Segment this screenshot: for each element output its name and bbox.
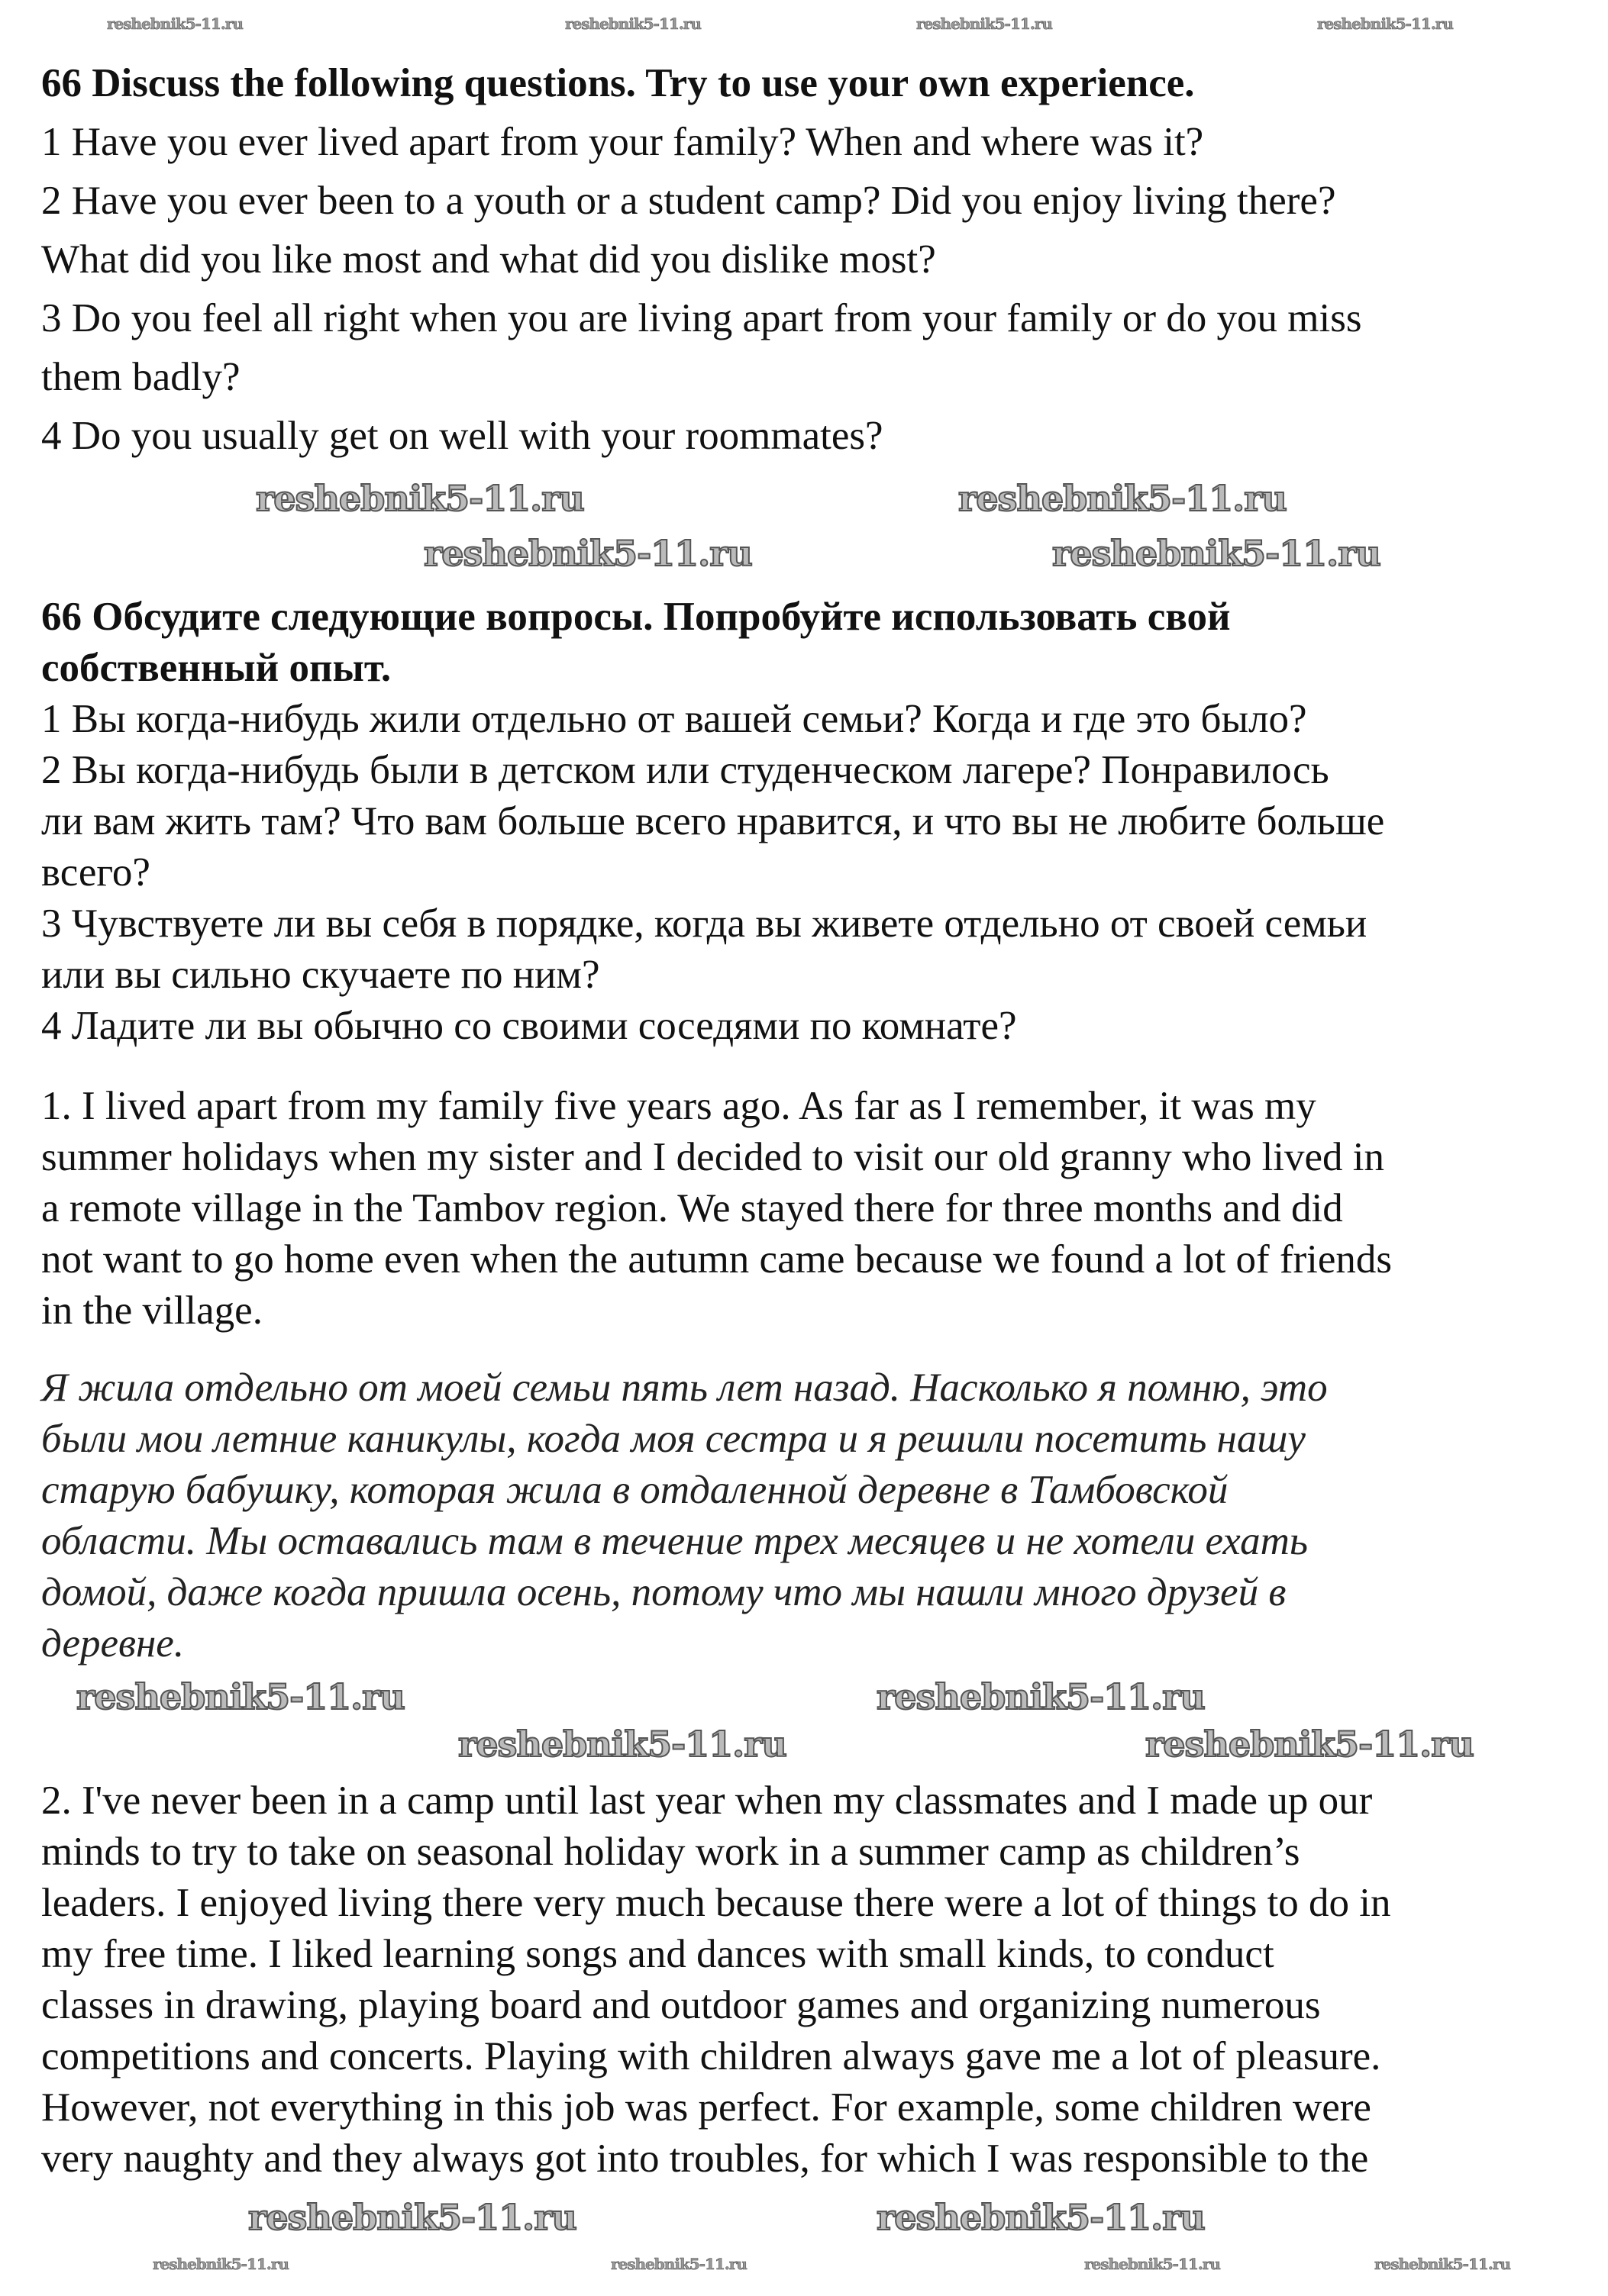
- watermark: reshebnik5-11.ru: [1145, 1724, 1474, 1765]
- watermark: reshebnik5-11.ru: [1052, 533, 1380, 574]
- question-line: 2 Have you ever been to a youth or a student camp? Did you enjoy living there?: [41, 179, 1336, 223]
- answer-line-ru: области. Мы оставались там в течение трех месяцев и не хотели ехать: [41, 1519, 1308, 1563]
- watermark: reshebnik5-11.ru: [76, 1676, 405, 1717]
- answer-line: very naughty and they always got into troubles, for which I was responsible to the: [41, 2136, 1369, 2181]
- watermark: reshebnik5-11.ru: [916, 15, 1052, 33]
- exercise-heading: 66 Discuss the following questions. Try to use your own experience.: [41, 61, 1195, 105]
- question-line: What did you like most and what did you dislike most?: [41, 237, 936, 282]
- watermark: reshebnik5-11.ru: [958, 478, 1287, 519]
- question-line-ru: 4 Ладите ли вы обычно со своими соседями по комнате?: [41, 1004, 1017, 1048]
- answer-2-english: [41, 1775, 1391, 2185]
- answer-line: classes in drawing, playing board and outdoor games and organizing numerous: [41, 1983, 1321, 2027]
- question-line-ru: или вы сильно скучаете по ним?: [41, 953, 600, 997]
- answer-1-english: [41, 1081, 1392, 1337]
- watermark: reshebnik5-11.ru: [877, 1676, 1205, 1717]
- answer-line: in the village.: [41, 1288, 263, 1333]
- answer-line: summer holidays when my sister and I decided to visit our old granny who lived in: [41, 1135, 1385, 1179]
- answer-line: not want to go home even when the autumn came because we found a lot of friends: [41, 1237, 1393, 1282]
- answer-line: leaders. I enjoyed living there very much because there were a lot of things to do in: [41, 1881, 1391, 1925]
- answer-line: minds to try to take on seasonal holiday work in a summer camp as children’s: [41, 1830, 1300, 1874]
- answer-line-ru: были мои летние каникулы, когда моя сестра и я решили посетить нашу: [41, 1417, 1306, 1461]
- answer-line-ru: домой, даже когда пришла осень, потому что мы нашли много друзей в: [41, 1570, 1287, 1614]
- watermark: reshebnik5-11.ru: [1084, 2255, 1220, 2273]
- answer-line: competitions and concerts. Playing with children always gave me a lot of pleasure.: [41, 2034, 1381, 2078]
- question-line-ru: ли вам жить там? Что вам больше всего нравится, и что вы не любите больше: [41, 799, 1385, 843]
- answer-line: 1. I lived apart from my family five years ago. As far as I remember, it was my: [41, 1084, 1316, 1128]
- watermark: reshebnik5-11.ru: [877, 2197, 1205, 2238]
- watermark: reshebnik5-11.ru: [458, 1724, 786, 1765]
- question-line-ru: всего?: [41, 850, 150, 895]
- watermark: reshebnik5-11.ru: [424, 533, 752, 574]
- question-line-ru: 2 Вы когда-нибудь были в детском или студенческом лагере? Понравилось: [41, 748, 1329, 792]
- answer-line-ru: старую бабушку, которая жила в отдаленной деревне в Тамбовской: [41, 1468, 1229, 1512]
- answer-line: However, not everything in this job was perfect. For example, some children were: [41, 2085, 1371, 2130]
- answer-line-ru: Я жила отдельно от моей семьи пять лет назад. Насколько я помню, это: [41, 1366, 1328, 1410]
- answer-line: my free time. I liked learning songs and dances with small kinds, to conduct: [41, 1932, 1274, 1976]
- answer-1-russian: [41, 1362, 1328, 1669]
- answer-line: a remote village in the Tambov region. We stayed there for three months and did: [41, 1186, 1343, 1230]
- exercise-heading-ru: 66 Обсудите следующие вопросы. Попробуйте использовать свой: [41, 595, 1231, 639]
- question-line-ru: 3 Чувствуете ли вы себя в порядке, когда вы живете отдельно от своей семьи: [41, 901, 1367, 946]
- answer-line-ru: деревне.: [41, 1621, 185, 1666]
- watermark: reshebnik5-11.ru: [1317, 15, 1453, 33]
- question-line: 3 Do you feel all right when you are living apart from your family or do you miss: [41, 296, 1362, 340]
- watermark: reshebnik5-11.ru: [1374, 2255, 1510, 2273]
- question-line-ru: 1 Вы когда-нибудь жили отдельно от вашей семьи? Когда и где это было?: [41, 697, 1307, 741]
- exercise-russian: [41, 592, 1384, 1052]
- question-line: 4 Do you usually get on well with your roommates?: [41, 414, 883, 458]
- watermark: reshebnik5-11.ru: [256, 478, 584, 519]
- watermark: reshebnik5-11.ru: [248, 2197, 576, 2238]
- watermark: reshebnik5-11.ru: [611, 2255, 747, 2273]
- watermark: reshebnik5-11.ru: [153, 2255, 289, 2273]
- exercise-heading-ru: собственный опыт.: [41, 646, 392, 690]
- question-line: 1 Have you ever lived apart from your family? When and where was it?: [41, 120, 1204, 164]
- watermark: reshebnik5-11.ru: [107, 15, 243, 33]
- watermark: reshebnik5-11.ru: [565, 15, 701, 33]
- answer-line: 2. I've never been in a camp until last year when my classmates and I made up our: [41, 1778, 1373, 1823]
- exercise-english: [41, 54, 1362, 466]
- question-line: them badly?: [41, 355, 241, 399]
